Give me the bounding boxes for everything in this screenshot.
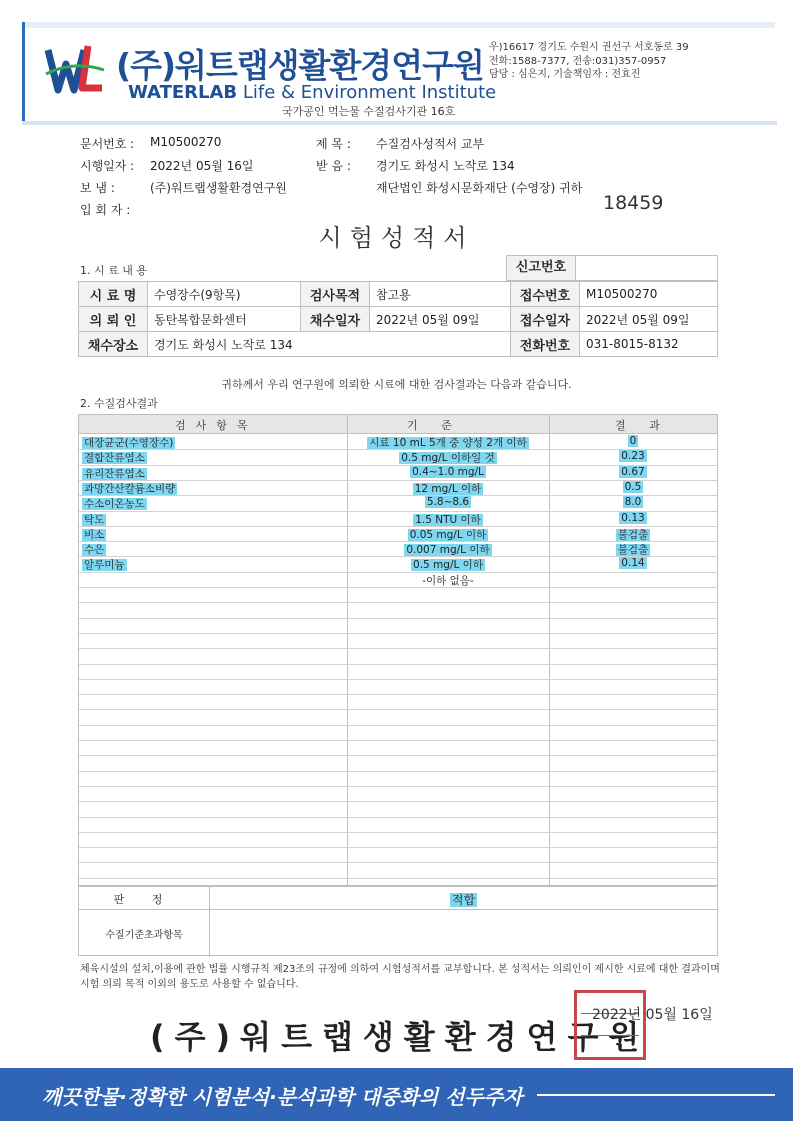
section-2-title: 2. 수질검사결과 bbox=[80, 397, 158, 410]
row-divider bbox=[79, 694, 717, 695]
judgement-box bbox=[78, 886, 718, 956]
result-value bbox=[549, 450, 717, 462]
result-standard-text: 0.4~1.0 mg/L bbox=[412, 465, 484, 478]
result-value-text: 불검출 bbox=[617, 544, 649, 557]
result-value-text: 0.14 bbox=[621, 557, 645, 570]
end-of-list-mark: -이하 없음- bbox=[422, 574, 474, 587]
date-value: 2022년 05월 16일 bbox=[150, 159, 254, 173]
section-1-title: 1. 시 료 내 용 bbox=[80, 264, 147, 277]
result-item-text: 수은 bbox=[84, 544, 105, 557]
judgement-value-text: 적합 bbox=[451, 893, 476, 907]
result-standard-text: 0.5 mg/L 이하일 것 bbox=[401, 452, 495, 465]
header-certification: 국가공인 먹는물 수질검사기관 16호 bbox=[282, 105, 456, 118]
result-value bbox=[549, 435, 717, 447]
receiver-value: 경기도 화성시 노작로 134 bbox=[376, 159, 515, 173]
signature-org: (주)워트랩생활환경연구원 bbox=[150, 1018, 650, 1056]
row-divider bbox=[79, 740, 717, 741]
address-line: 담당 : 심은지, 기술책임자 : 전효진 bbox=[489, 69, 641, 80]
receipt-date-label: 접수일자 bbox=[511, 307, 580, 332]
date-label: 시행일자 : bbox=[80, 159, 135, 173]
result-item-text: 비소 bbox=[84, 528, 105, 541]
signature-date: 2022년 05월 16일 bbox=[592, 1007, 713, 1023]
exceed-items-label: 수질기준초과항목 bbox=[105, 930, 183, 941]
waterlab-logo-icon bbox=[44, 40, 106, 100]
result-item bbox=[82, 512, 106, 527]
result-item bbox=[82, 450, 147, 465]
client-value: 동탄복합문화센터 bbox=[148, 307, 301, 332]
receiver-label: 받 음 : bbox=[316, 159, 351, 173]
legal-footnote: 체육시설의 설치,이용에 관한 법률 시행규칙 제23조의 규정에 의하여 시험성적서를 교부합니다. 본 성적서는 의뢰인이 제시한 시료에 대한 결과이며 시험 의뢰 목적 이외의 용도로 사용할 수 없습니다. bbox=[80, 964, 720, 990]
result-value bbox=[549, 542, 717, 557]
result-value bbox=[549, 527, 717, 542]
location-value: 경기도 화성시 노작로 134 bbox=[148, 332, 511, 357]
sample-name-value: 수영장수(9항목) bbox=[148, 282, 301, 307]
result-standard bbox=[347, 557, 549, 572]
receiver-value-2: 재단법인 화성시문화재단 (수영장) 귀하 bbox=[376, 181, 583, 195]
document-number: 18459 bbox=[603, 192, 664, 214]
row-divider bbox=[79, 771, 717, 772]
result-value-text: 0.23 bbox=[621, 450, 645, 463]
result-standard-text: 시료 10 mL 5개 중 양성 2개 이하 bbox=[369, 437, 527, 449]
row-divider bbox=[79, 664, 717, 665]
table-row bbox=[79, 282, 718, 307]
location-label: 채수장소 bbox=[79, 332, 148, 357]
result-standard-text: 12 mg/L 이하 bbox=[414, 482, 482, 495]
result-value-text: 0.5 bbox=[624, 480, 642, 493]
result-item-text: 대장균군(수영장수) bbox=[84, 437, 174, 449]
report-number-label: 신고번호 bbox=[507, 256, 576, 280]
result-standard bbox=[347, 512, 549, 527]
header-org-name-en-bold: WATERLAB bbox=[128, 82, 238, 103]
result-standard-text: 0.007 mg/L 이하 bbox=[406, 544, 490, 557]
result-standard-text: 0.05 mg/L 이하 bbox=[409, 528, 487, 541]
purpose-label: 검사목적 bbox=[301, 282, 370, 307]
client-label: 의 뢰 인 bbox=[79, 307, 148, 332]
address-line: 전화:1588-7377, 전송:031)357-0957 bbox=[489, 55, 667, 67]
result-value bbox=[549, 466, 717, 478]
result-standard bbox=[347, 481, 549, 496]
header-item: 검사항목 bbox=[175, 419, 258, 432]
report-number-box bbox=[506, 255, 718, 281]
sender-value: (주)워트랩생활환경연구원 bbox=[150, 181, 287, 195]
sender-label: 보 냄 : bbox=[80, 181, 115, 195]
row-divider bbox=[79, 832, 717, 833]
result-standard bbox=[347, 496, 549, 508]
result-item-text: 탁도 bbox=[84, 513, 105, 526]
row-divider bbox=[79, 679, 717, 680]
receipt-no-value: M10500270 bbox=[580, 282, 718, 307]
row-divider bbox=[79, 602, 717, 603]
sample-name-label: 시 료 명 bbox=[79, 282, 148, 307]
result-item-text: 결합잔류염소 bbox=[84, 452, 145, 465]
result-item bbox=[82, 542, 106, 557]
sample-info-table bbox=[78, 281, 718, 357]
result-value bbox=[549, 557, 717, 569]
result-item-text: 수소이온농도 bbox=[84, 498, 145, 511]
witness-label: 입 회 자 : bbox=[80, 203, 131, 217]
result-standard bbox=[347, 542, 549, 557]
result-value-text: 0.13 bbox=[621, 511, 645, 524]
doc-no-value: M10500270 bbox=[150, 135, 222, 149]
result-standard bbox=[347, 527, 549, 542]
table-row bbox=[79, 307, 718, 332]
official-seal-icon bbox=[574, 990, 646, 1060]
header-address bbox=[489, 41, 689, 82]
sampling-date-value: 2022년 05월 09일 bbox=[370, 307, 511, 332]
result-item-text: 유리잔류염소 bbox=[84, 467, 145, 480]
header-result: 결 과 bbox=[615, 419, 670, 432]
header-org-name-en-rest: Life & Environment Institute bbox=[242, 82, 497, 103]
subject-label: 제 목 : bbox=[316, 137, 351, 151]
row-divider bbox=[79, 648, 717, 649]
result-item bbox=[82, 557, 127, 572]
result-value bbox=[549, 512, 717, 524]
result-item bbox=[82, 481, 177, 496]
row-divider bbox=[79, 725, 717, 726]
receipt-date-value: 2022년 05월 09일 bbox=[580, 307, 718, 332]
result-value-text: 0 bbox=[629, 435, 637, 447]
row-divider bbox=[79, 801, 717, 802]
result-standard bbox=[347, 435, 549, 450]
phone-value: 031-8015-8132 bbox=[580, 332, 718, 357]
header-org-name-ko: (주)워트랩생활환경연구원 bbox=[116, 46, 484, 85]
subject-value: 수질검사성적서 교부 bbox=[376, 137, 485, 151]
row-divider bbox=[79, 786, 717, 787]
result-standard-text: 0.5 mg/L 이하 bbox=[413, 559, 483, 572]
receipt-no-label: 접수번호 bbox=[511, 282, 580, 307]
row-divider bbox=[79, 862, 717, 863]
judgement-label: 판 정 bbox=[113, 893, 175, 906]
sampling-date-label: 채수일자 bbox=[301, 307, 370, 332]
header-org-name-en bbox=[128, 82, 496, 103]
result-item bbox=[82, 527, 106, 542]
footer-slogan: 깨끗한물·정확한 시험분석·분석과학 대중화의 선두주자 bbox=[42, 1085, 523, 1109]
row-divider bbox=[79, 709, 717, 710]
header-divider bbox=[22, 121, 777, 125]
result-value bbox=[549, 481, 717, 493]
judgement-row-divider bbox=[79, 909, 717, 910]
header-standard: 기 준 bbox=[407, 419, 462, 432]
result-value bbox=[549, 496, 717, 508]
purpose-value: 참고용 bbox=[370, 282, 511, 307]
result-standard bbox=[347, 450, 549, 465]
row-divider bbox=[79, 847, 717, 848]
phone-label: 전화번호 bbox=[511, 332, 580, 357]
result-standard-text: 1.5 NTU 이하 bbox=[415, 513, 481, 526]
table-row bbox=[79, 332, 718, 357]
result-notice: 귀하께서 우리 연구원에 의뢰한 시료에 대한 검사결과는 다음과 같습니다. bbox=[221, 378, 572, 391]
judgement-value bbox=[210, 891, 717, 908]
results-table bbox=[78, 414, 718, 886]
results-header-row bbox=[79, 415, 717, 434]
result-item bbox=[82, 435, 175, 450]
result-standard bbox=[347, 466, 549, 478]
address-line: 우)16617 경기도 수원시 권선구 서호동로 39 bbox=[489, 42, 689, 53]
page-title: 시험성적서 bbox=[318, 224, 475, 252]
row-divider bbox=[79, 817, 717, 818]
result-item-text: 알루미늄 bbox=[84, 559, 125, 572]
result-value-text: 8.0 bbox=[624, 496, 642, 509]
footer-banner-line bbox=[537, 1094, 775, 1096]
row-divider bbox=[79, 633, 717, 634]
result-value-text: 불검출 bbox=[617, 528, 649, 541]
result-item-text: 과망간산칼륨소비량 bbox=[84, 482, 176, 495]
row-divider bbox=[79, 618, 717, 619]
doc-no-label: 문서번호 : bbox=[80, 137, 135, 151]
row-divider bbox=[79, 755, 717, 756]
result-item bbox=[82, 466, 147, 481]
result-item bbox=[82, 496, 147, 511]
result-value-text: 0.67 bbox=[621, 465, 645, 478]
result-standard-text: 5.8~8.6 bbox=[426, 496, 470, 509]
row-divider bbox=[79, 878, 717, 879]
